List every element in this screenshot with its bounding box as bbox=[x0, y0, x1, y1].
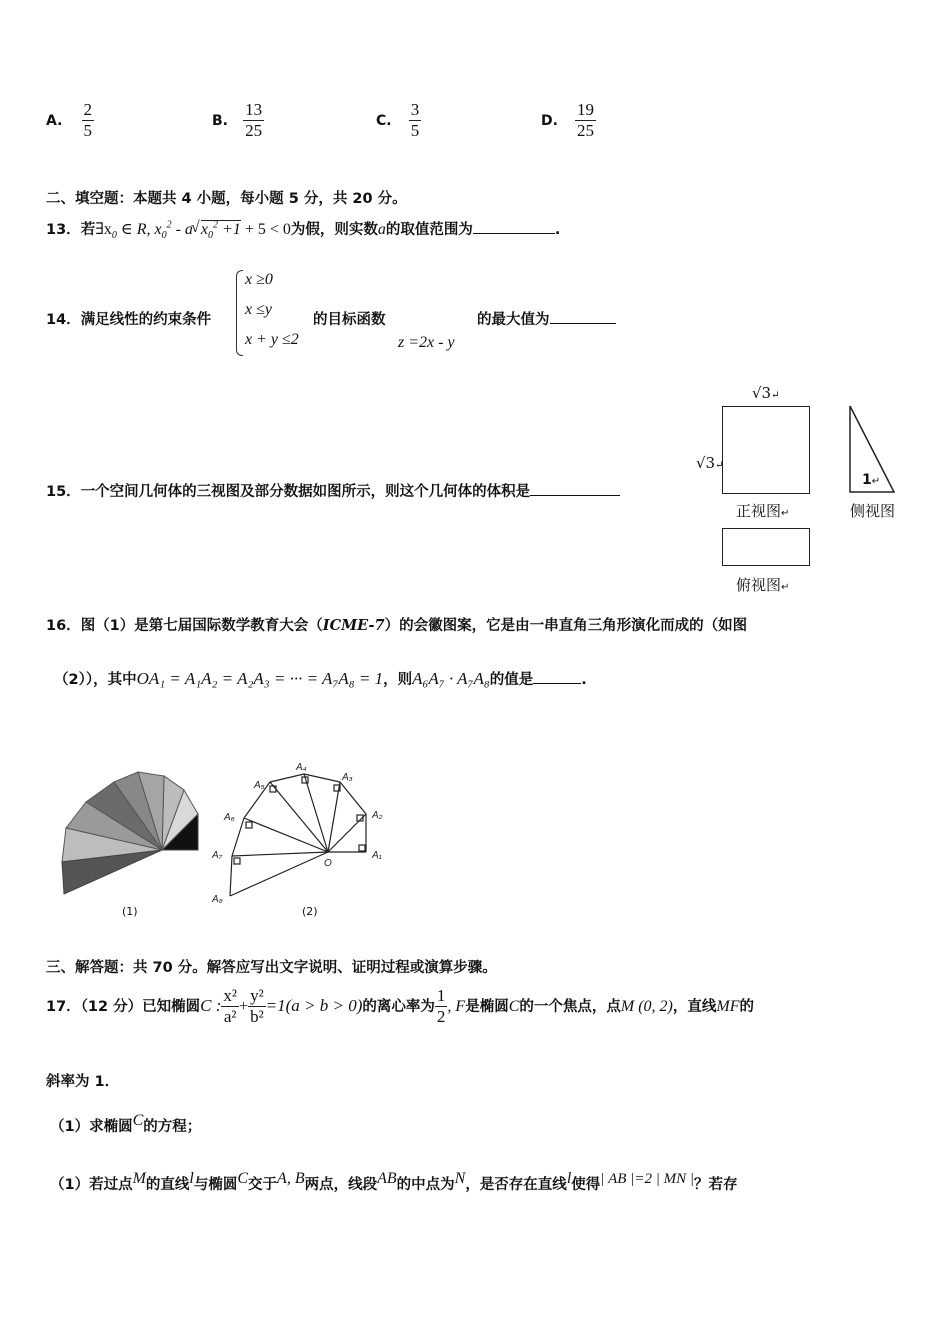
answer-blank[interactable] bbox=[473, 219, 555, 234]
point-a1-label: A₁ bbox=[372, 850, 382, 861]
option-fraction: $\frac{2}{5}$ bbox=[83, 100, 93, 140]
side-dimension-label: √3↵ bbox=[696, 454, 724, 472]
option-fraction: $\frac{3}{5}$ bbox=[410, 100, 420, 140]
side-view-dimension: 1↵ bbox=[862, 472, 881, 488]
point-a2-label: A₂ bbox=[372, 810, 383, 821]
point-a8-label: A₈ bbox=[212, 894, 223, 905]
question-17-line1: 17．（12 分）已知椭圆C : $\frac{\text{x²}}{\text{a²}}$ + $\frac{\text{y²}}{\text{b²}}$ =1(a > b > 0)的离心率为 $\frac{1}{2}$ , F是椭圆C的一个焦点，点M (0, 2)，直线MF的 bbox=[46, 986, 754, 1026]
question-16-line1: 16．图（1）是第七届国际数学教育大会（ICME-7）的会徽图案，它是由一串直角三角形演化而成的（如图 bbox=[46, 617, 748, 634]
icme-emblem-figure-1 bbox=[58, 766, 208, 898]
question-14-number: 14．满足线性的约束条件 bbox=[46, 312, 212, 328]
constraint-3: x + y ≤2 bbox=[245, 331, 299, 348]
question-17-part2: （1）若过点M的直线l与椭圆C交于A, B两点，线段AB的中点为N，是否存在直线l使得| AB |=2 | MN |？若存 bbox=[50, 1170, 738, 1193]
option-fraction: $\frac{19}{25}$ bbox=[577, 100, 595, 140]
point-o-label: O bbox=[324, 858, 332, 869]
q13-condition: $\exists x_0$ ∈ R, $x_0^2$ - a √ $x_0^2 +1 + 5 < 0$ bbox=[95, 219, 291, 242]
figure-1-caption: (1) bbox=[122, 905, 138, 918]
answer-blank[interactable] bbox=[530, 481, 620, 496]
question-15: 15．一个空间几何体的三视图及部分数据如图所示，则这个几何体的体积是 bbox=[46, 480, 620, 501]
option-d bbox=[541, 100, 596, 141]
constraint-2: x ≤y bbox=[245, 301, 272, 318]
eccentricity-fraction: $\frac{1}{2}$ bbox=[436, 986, 446, 1026]
question-16-line2: （2）），其中OA₁ = A₁A₂ = A₂A₃ = ··· = A₇A₈ = 1，则A₆A₇ · A₇A₈的值是 . bbox=[54, 669, 587, 688]
point-a3-label: A₃ bbox=[342, 772, 353, 783]
objective-function: z =2x - y bbox=[398, 334, 455, 351]
section-3-title: 三、解答题：共 70 分。解答应写出文字说明、证明过程或演算步骤。 bbox=[46, 960, 497, 976]
option-label: C. bbox=[376, 113, 392, 129]
option-c bbox=[376, 100, 421, 141]
front-view-label: 正视图↵ bbox=[736, 502, 790, 520]
option-label: A. bbox=[46, 113, 63, 129]
spiral-figure-2 bbox=[208, 758, 398, 908]
top-view-rect bbox=[722, 528, 810, 566]
option-label: D. bbox=[541, 113, 558, 129]
option-b bbox=[212, 100, 264, 141]
option-a bbox=[46, 100, 94, 141]
q14-text-mid: 的目标函数 bbox=[313, 312, 386, 328]
point-a4-label: A₄ bbox=[296, 762, 307, 773]
question-13: 13．若$\exists x_0$ ∈ R, $x_0^2$ - a √ $x_0^2 +1 + 5 < 0$为假，则实数a的取值范围为 . bbox=[46, 219, 561, 242]
section-2-title: 二、填空题：本题共 4 小题，每小题 5 分，共 20 分。 bbox=[46, 191, 407, 207]
q14-text-post: 的最大值为 bbox=[477, 308, 616, 329]
answer-blank[interactable] bbox=[533, 669, 581, 684]
option-fraction: $\frac{13}{25}$ bbox=[245, 100, 263, 140]
side-view-label: 侧视图 bbox=[850, 502, 896, 520]
constraint-brace bbox=[236, 270, 243, 356]
figure-2-caption: (2) bbox=[302, 905, 318, 918]
x-fraction: $\frac{\text{x²}}{\text{a²}}$ bbox=[223, 986, 238, 1026]
front-view-square bbox=[722, 406, 810, 494]
point-a6-label: A₆ bbox=[224, 812, 235, 823]
answer-blank[interactable] bbox=[550, 309, 616, 324]
top-view-label: 俯视图↵ bbox=[736, 576, 790, 594]
question-17-part1: （1）求椭圆C的方程； bbox=[50, 1112, 202, 1135]
constraint-1: x ≥0 bbox=[245, 271, 273, 288]
y-fraction: $\frac{\text{y²}}{\text{b²}}$ bbox=[250, 986, 264, 1026]
option-label: B. bbox=[212, 113, 228, 129]
point-a5-label: A₅ bbox=[254, 780, 265, 791]
segment-equation: OA₁ = A₁A₂ = A₂A₃ = ··· = A₇A₈ = 1 bbox=[136, 669, 384, 688]
point-a7-label: A₇ bbox=[212, 850, 223, 861]
top-dimension-label: √3↵ bbox=[752, 384, 780, 402]
question-17-line2: 斜率为 1． bbox=[46, 1074, 120, 1090]
product-expression: A₆A₇ · A₇A₈ bbox=[412, 669, 490, 688]
question-number: 13． bbox=[46, 222, 81, 238]
